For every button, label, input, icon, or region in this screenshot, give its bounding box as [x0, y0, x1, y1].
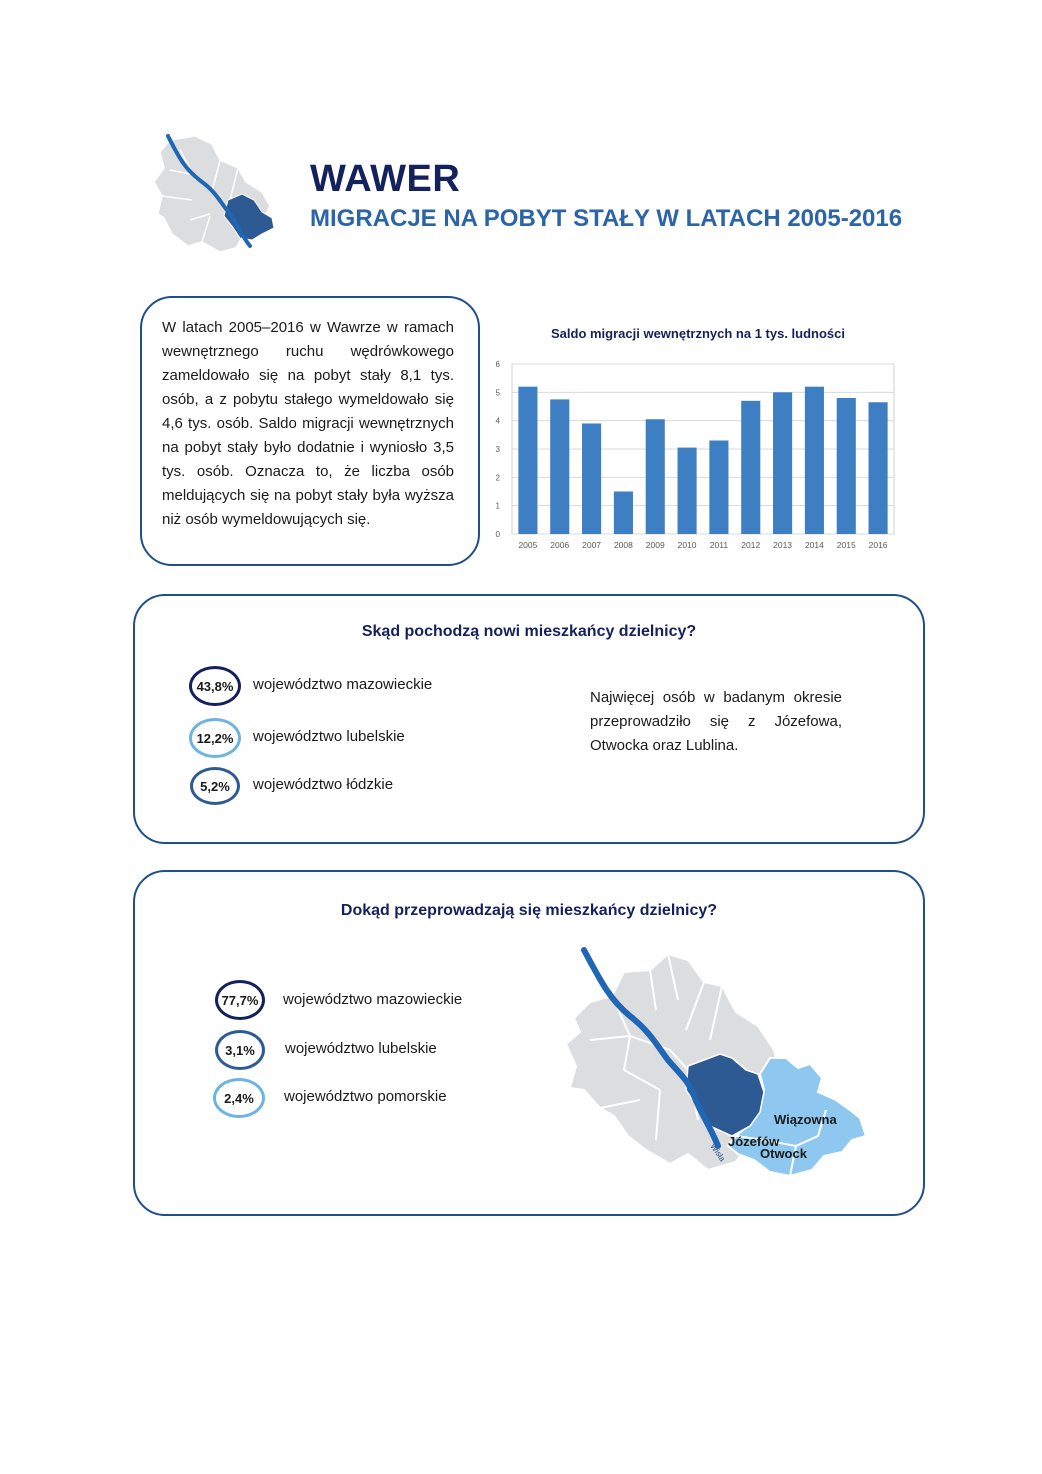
- map-label-otwock: Otwock: [760, 1146, 807, 1161]
- page-title: WAWER: [310, 158, 461, 200]
- chart-bar-2013: [773, 392, 792, 534]
- chart-x-tick-label: 2006: [550, 540, 570, 550]
- destination-label-3: województwo pomorskie: [284, 1088, 447, 1105]
- destination-title: Dokąd przeprowadzają się mieszkańcy dzielnicy?: [340, 902, 718, 919]
- chart-x-tick-label: 2007: [582, 540, 602, 550]
- chart-y-tick-label: 5: [495, 388, 500, 398]
- destination-pct-3: 2,4%: [213, 1078, 265, 1118]
- origin-pct-1: 43,8%: [189, 666, 241, 706]
- origin-label-2: województwo lubelskie: [253, 728, 405, 745]
- chart-x-tick-label: 2016: [868, 540, 888, 550]
- chart-bar-2011: [709, 441, 728, 535]
- chart-x-tick-label: 2005: [518, 540, 538, 550]
- chart-x-tick-label: 2013: [773, 540, 793, 550]
- chart-title: Saldo migracji wewnętrznych na 1 tys. ludności: [550, 326, 846, 341]
- chart-x-tick-label: 2011: [709, 540, 729, 550]
- chart-y-tick-label: 6: [495, 360, 500, 369]
- chart-bar-2012: [741, 401, 760, 534]
- chart-bar-2009: [646, 419, 665, 534]
- destination-pct-1: 77,7%: [215, 980, 265, 1020]
- destination-label-1: województwo mazowieckie: [283, 991, 463, 1008]
- destination-map: [560, 940, 880, 1180]
- map-label-wiazowna: Wiązowna: [774, 1112, 837, 1127]
- origin-note: Najwięcej osób w badanym okresie przeprowadziło się z Józefowa, Otwocka oraz Lublina.: [590, 689, 842, 754]
- chart-bar-2014: [805, 387, 824, 534]
- chart-y-tick-label: 1: [495, 501, 500, 511]
- chart-y-tick-label: 4: [495, 416, 500, 426]
- chart-x-tick-label: 2012: [741, 540, 761, 550]
- chart-bar-2007: [582, 424, 601, 535]
- origin-pct-2: 12,2%: [189, 718, 241, 758]
- intro-text: W latach 2005–2016 w Wawrze w ramach wewnętrznego ruchu wędrówkowego zameldowało się na pobyt stały 8,1 tys. osób, a z pobytu stałego wymeldowało się 4,6 tys. osób. Saldo migracji wewnętrznych na pobyt stały było dodatnie i wyniosło 3,5 tys. osób. Oznacza to, że liczba osób meldujących się na pobyt stały była wyższa niż osób wymeldowujących się.: [162, 319, 454, 528]
- destination-pct-2: 3,1%: [215, 1030, 265, 1070]
- origin-label-1: województwo mazowieckie: [253, 676, 433, 693]
- chart-bar-2016: [869, 402, 888, 534]
- origin-pct-3: 5,2%: [190, 767, 240, 805]
- map-label-river: Wisła: [708, 1141, 727, 1164]
- chart-x-tick-label: 2008: [613, 540, 633, 550]
- chart-bar-2005: [518, 387, 537, 534]
- chart-x-tick-label: 2009: [645, 540, 665, 550]
- chart-bar-2015: [837, 398, 856, 534]
- page-subtitle: MIGRACJE NA POBYT STAŁY W LATACH 2005-2016: [310, 205, 903, 232]
- chart-bar-2010: [678, 448, 697, 534]
- chart-bar-2008: [614, 492, 633, 535]
- chart-x-tick-label: 2014: [804, 540, 824, 550]
- chart-x-tick-label: 2015: [836, 540, 856, 550]
- migration-balance-chart: [488, 318, 908, 568]
- origin-title: Skąd pochodzą nowi mieszkańcy dzielnicy?: [361, 623, 697, 640]
- chart-y-tick-label: 3: [495, 445, 500, 454]
- chart-bar-2006: [550, 399, 569, 534]
- warsaw-district-map-icon: [150, 130, 280, 260]
- chart-y-tick-label: 2: [495, 473, 500, 483]
- map-label-jozefow: Józefów: [728, 1134, 780, 1149]
- chart-y-tick-label: 0: [495, 530, 500, 539]
- destination-label-2: województwo lubelskie: [285, 1040, 437, 1057]
- chart-x-tick-label: 2010: [677, 540, 697, 550]
- origin-label-3: województwo łódzkie: [253, 776, 394, 793]
